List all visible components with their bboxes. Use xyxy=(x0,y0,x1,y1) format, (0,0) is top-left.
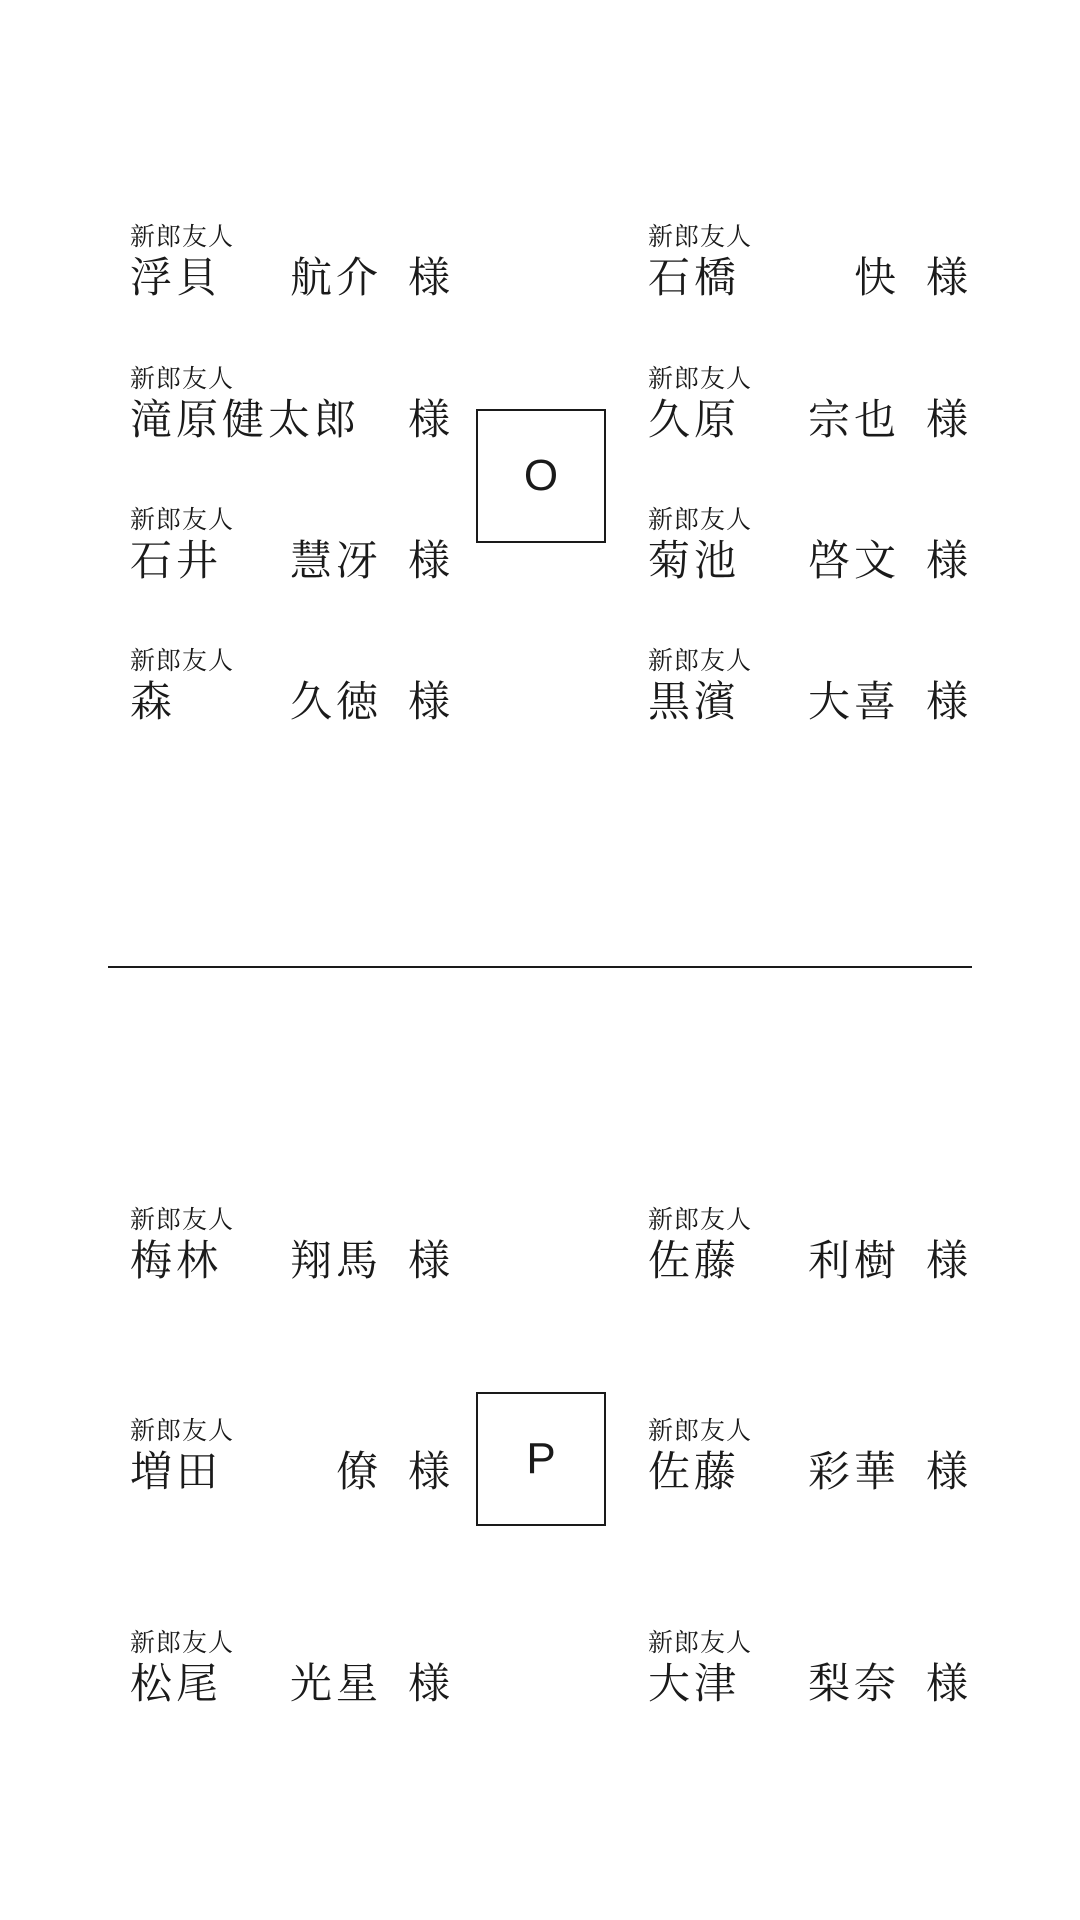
guest-surname: 佐藤 xyxy=(648,1236,741,1285)
guest-given-name: 光星 xyxy=(289,1659,382,1708)
guest-given-name: 僚 xyxy=(335,1447,382,1496)
guest-card xyxy=(130,646,450,736)
guest-relation: 新郎友人 xyxy=(130,1628,235,1657)
guest-surname: 大津 xyxy=(648,1659,741,1708)
guest-given-name: 宗也 xyxy=(807,395,900,444)
guest-honorific: 様 xyxy=(925,536,968,585)
guest-surname: 梅林 xyxy=(130,1236,223,1285)
guest-card xyxy=(648,505,968,595)
guest-honorific: 様 xyxy=(407,536,450,585)
guest-card xyxy=(130,1205,450,1295)
guest-surname: 久原 xyxy=(648,395,741,444)
guest-given-name: 健太郎 xyxy=(222,395,361,444)
guest-surname: 増田 xyxy=(130,1447,223,1496)
guest-honorific: 様 xyxy=(925,395,968,444)
guest-card xyxy=(648,364,968,454)
guest-card xyxy=(648,1416,968,1506)
guest-relation: 新郎友人 xyxy=(648,505,753,534)
guest-relation: 新郎友人 xyxy=(648,1416,753,1445)
guest-card xyxy=(648,646,968,736)
table-label-box xyxy=(476,409,606,543)
guest-honorific: 様 xyxy=(925,677,968,726)
table-label-box xyxy=(476,1392,606,1526)
guest-given-name: 翔馬 xyxy=(289,1236,382,1285)
guest-relation: 新郎友人 xyxy=(648,1628,753,1657)
guest-card xyxy=(130,1416,450,1506)
guest-relation: 新郎友人 xyxy=(130,646,235,675)
guest-card xyxy=(130,505,450,595)
guest-surname: 滝原 xyxy=(130,395,223,444)
guest-surname: 石井 xyxy=(130,536,223,585)
guest-given-name: 慧冴 xyxy=(289,536,382,585)
guest-relation: 新郎友人 xyxy=(130,505,235,534)
guest-relation: 新郎友人 xyxy=(130,1416,235,1445)
guest-relation: 新郎友人 xyxy=(130,1205,235,1234)
section-divider xyxy=(108,966,972,968)
guest-card xyxy=(648,1205,968,1295)
guest-given-name: 梨奈 xyxy=(807,1659,900,1708)
guest-given-name: 久徳 xyxy=(289,677,382,726)
guest-relation: 新郎友人 xyxy=(130,222,235,251)
guest-given-name: 利樹 xyxy=(807,1236,900,1285)
guest-card xyxy=(130,1628,450,1718)
guest-relation: 新郎友人 xyxy=(648,646,753,675)
guest-given-name: 大喜 xyxy=(807,677,900,726)
table-label: P xyxy=(526,1434,556,1483)
guest-honorific: 様 xyxy=(925,1659,968,1708)
guest-honorific: 様 xyxy=(407,1659,450,1708)
guest-card xyxy=(130,364,450,454)
guest-surname: 石橋 xyxy=(648,253,741,302)
guest-surname: 森 xyxy=(130,677,177,726)
guest-honorific: 様 xyxy=(925,253,968,302)
guest-card xyxy=(648,1628,968,1718)
guest-relation: 新郎友人 xyxy=(130,364,235,393)
guest-surname: 黒濱 xyxy=(648,677,741,726)
guest-honorific: 様 xyxy=(407,1447,450,1496)
guest-honorific: 様 xyxy=(407,677,450,726)
guest-given-name: 快 xyxy=(853,253,900,302)
guest-surname: 佐藤 xyxy=(648,1447,741,1496)
guest-relation: 新郎友人 xyxy=(648,1205,753,1234)
table-label: O xyxy=(523,451,559,500)
guest-honorific: 様 xyxy=(407,253,450,302)
guest-surname: 菊池 xyxy=(648,536,741,585)
guest-honorific: 様 xyxy=(407,395,450,444)
guest-surname: 浮貝 xyxy=(130,253,223,302)
guest-relation: 新郎友人 xyxy=(648,222,753,251)
guest-surname: 松尾 xyxy=(130,1659,223,1708)
guest-honorific: 様 xyxy=(925,1447,968,1496)
guest-honorific: 様 xyxy=(407,1236,450,1285)
guest-given-name: 啓文 xyxy=(807,536,900,585)
guest-card xyxy=(130,222,450,312)
guest-relation: 新郎友人 xyxy=(648,364,753,393)
guest-honorific: 様 xyxy=(925,1236,968,1285)
guest-card xyxy=(648,222,968,312)
guest-given-name: 航介 xyxy=(289,253,382,302)
guest-given-name: 彩華 xyxy=(807,1447,900,1496)
